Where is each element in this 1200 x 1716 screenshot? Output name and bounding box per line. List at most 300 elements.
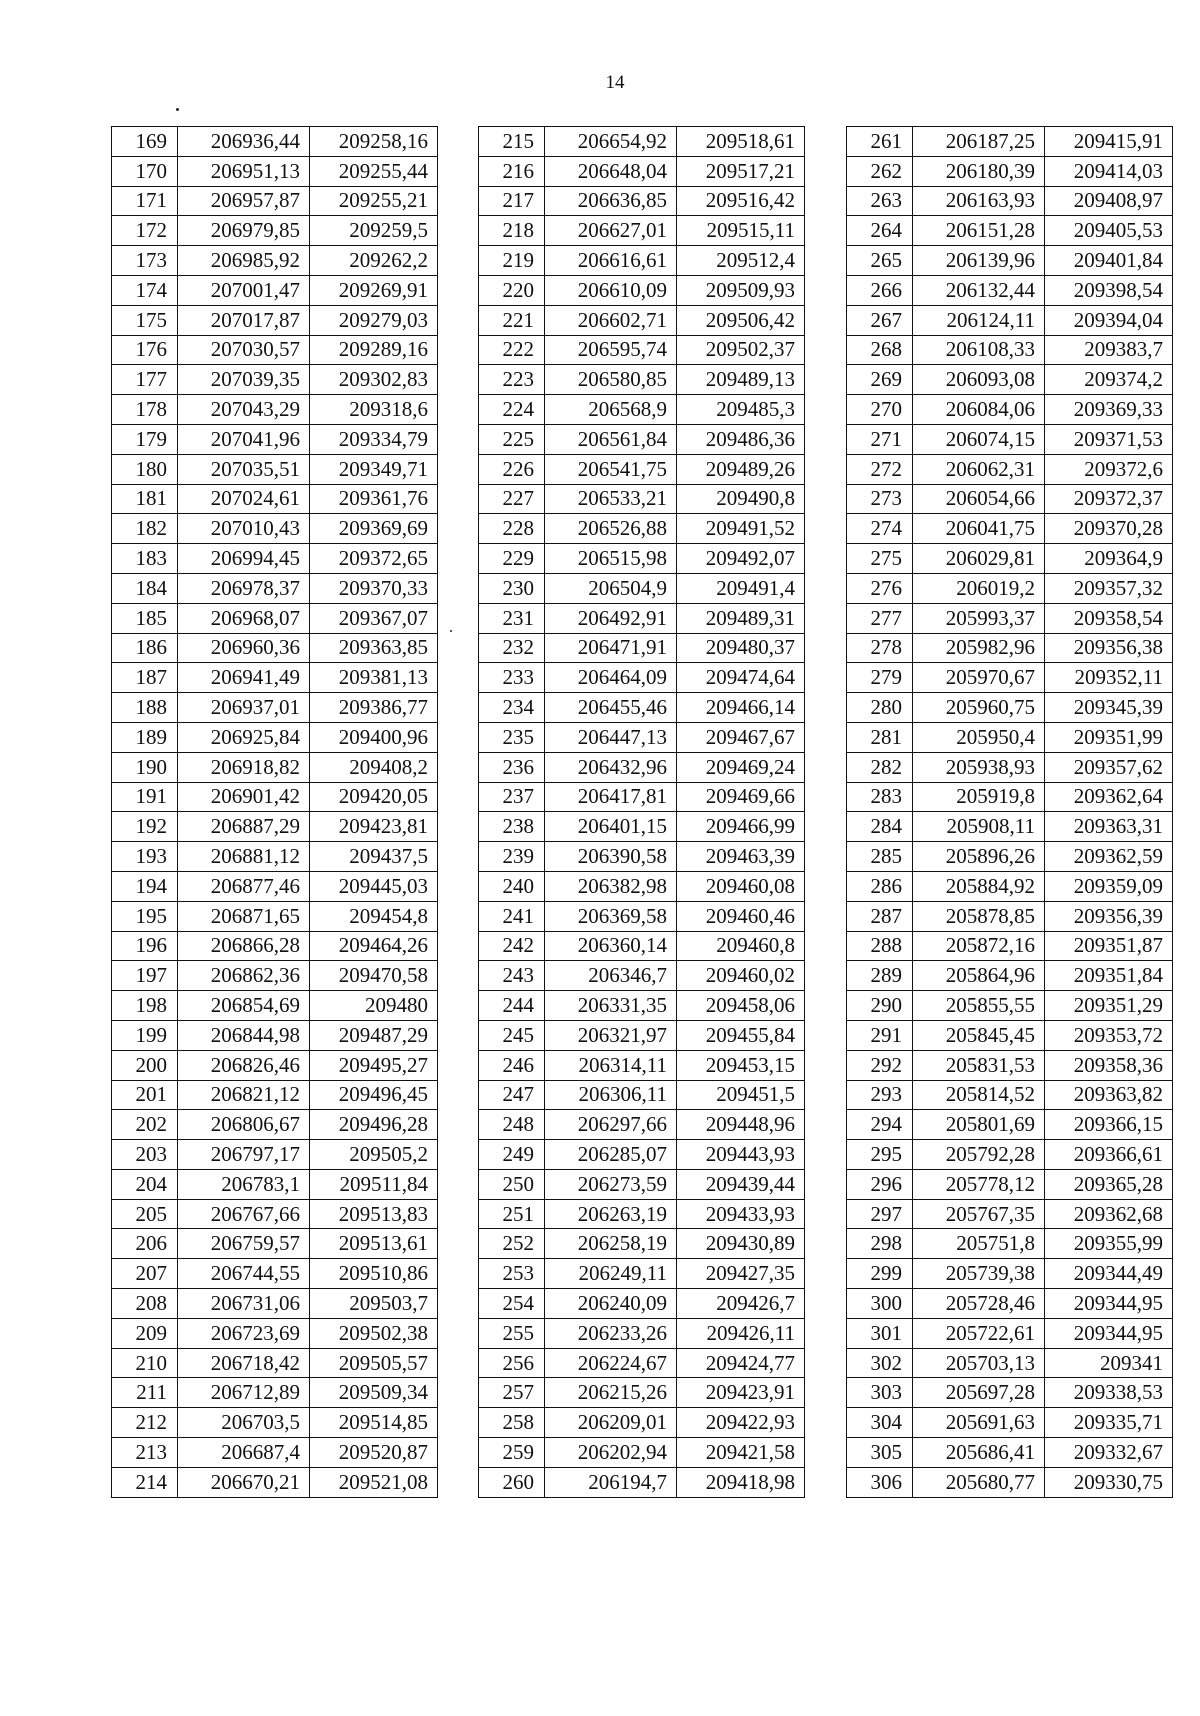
y-coordinate-cell: 209491,4 (677, 573, 805, 603)
point-number-cell: 243 (479, 961, 545, 991)
x-coordinate-cell: 206712,89 (178, 1378, 310, 1408)
point-number-cell: 219 (479, 246, 545, 276)
y-coordinate-cell: 209363,85 (310, 633, 438, 663)
table-row (847, 931, 1173, 961)
x-coordinate-cell: 206108,33 (913, 335, 1045, 365)
y-coordinate-cell: 209430,89 (677, 1229, 805, 1259)
x-coordinate-cell: 205767,35 (913, 1199, 1045, 1229)
table-row (847, 1169, 1173, 1199)
point-number-cell: 230 (479, 573, 545, 603)
point-number-cell: 250 (479, 1169, 545, 1199)
y-coordinate-cell: 209357,62 (1045, 752, 1173, 782)
y-coordinate-cell: 209502,37 (677, 335, 805, 365)
point-number-cell: 300 (847, 1289, 913, 1319)
point-number-cell: 289 (847, 961, 913, 991)
x-coordinate-cell: 206321,97 (545, 1020, 677, 1050)
table-row (112, 842, 438, 872)
table-row (479, 663, 805, 693)
point-number-cell: 282 (847, 752, 913, 782)
table-row (847, 1318, 1173, 1348)
y-coordinate-cell: 209443,93 (677, 1140, 805, 1170)
x-coordinate-cell: 206866,28 (178, 931, 310, 961)
coordinates-table-2 (478, 126, 805, 1498)
table-row (847, 216, 1173, 246)
table-row (112, 395, 438, 425)
y-coordinate-cell: 209418,98 (677, 1467, 805, 1497)
point-number-cell: 292 (847, 1050, 913, 1080)
y-coordinate-cell: 209356,39 (1045, 901, 1173, 931)
x-coordinate-cell: 206093,08 (913, 365, 1045, 395)
y-coordinate-cell: 209358,36 (1045, 1050, 1173, 1080)
point-number-cell: 274 (847, 514, 913, 544)
point-number-cell: 253 (479, 1259, 545, 1289)
point-number-cell: 288 (847, 931, 913, 961)
x-coordinate-cell: 206492,91 (545, 603, 677, 633)
table-row (479, 365, 805, 395)
x-coordinate-cell: 206826,46 (178, 1050, 310, 1080)
point-number-cell: 185 (112, 603, 178, 633)
y-coordinate-cell: 209426,7 (677, 1289, 805, 1319)
x-coordinate-cell: 206187,25 (913, 127, 1045, 157)
table-row (479, 335, 805, 365)
point-number-cell: 209 (112, 1318, 178, 1348)
table-row (112, 722, 438, 752)
x-coordinate-cell: 207010,43 (178, 514, 310, 544)
coordinates-table-3 (846, 126, 1173, 1498)
y-coordinate-cell: 209463,39 (677, 842, 805, 872)
point-number-cell: 177 (112, 365, 178, 395)
point-number-cell: 263 (847, 186, 913, 216)
y-coordinate-cell: 209422,93 (677, 1408, 805, 1438)
table-row (112, 1467, 438, 1497)
x-coordinate-cell: 206806,67 (178, 1110, 310, 1140)
y-coordinate-cell: 209454,8 (310, 901, 438, 931)
x-coordinate-cell: 206224,67 (545, 1348, 677, 1378)
x-coordinate-cell: 206306,11 (545, 1080, 677, 1110)
y-coordinate-cell: 209511,84 (310, 1169, 438, 1199)
x-coordinate-cell: 207024,61 (178, 484, 310, 514)
point-number-cell: 172 (112, 216, 178, 246)
point-number-cell: 176 (112, 335, 178, 365)
point-number-cell: 301 (847, 1318, 913, 1348)
table-row (479, 1080, 805, 1110)
y-coordinate-cell: 209426,11 (677, 1318, 805, 1348)
point-number-cell: 261 (847, 127, 913, 157)
point-number-cell: 262 (847, 156, 913, 186)
table-row (112, 335, 438, 365)
point-number-cell: 303 (847, 1378, 913, 1408)
y-coordinate-cell: 209400,96 (310, 722, 438, 752)
y-coordinate-cell: 209351,99 (1045, 722, 1173, 752)
table-row (847, 1110, 1173, 1140)
x-coordinate-cell: 206978,37 (178, 573, 310, 603)
table-row (479, 1378, 805, 1408)
y-coordinate-cell: 209512,4 (677, 246, 805, 276)
x-coordinate-cell: 206258,19 (545, 1229, 677, 1259)
x-coordinate-cell: 206844,98 (178, 1020, 310, 1050)
y-coordinate-cell: 209439,44 (677, 1169, 805, 1199)
point-number-cell: 237 (479, 782, 545, 812)
point-number-cell: 291 (847, 1020, 913, 1050)
table-row (112, 454, 438, 484)
point-number-cell: 213 (112, 1438, 178, 1468)
point-number-cell: 222 (479, 335, 545, 365)
point-number-cell: 171 (112, 186, 178, 216)
y-coordinate-cell: 209318,6 (310, 395, 438, 425)
y-coordinate-cell: 209369,33 (1045, 395, 1173, 425)
table-row (479, 1020, 805, 1050)
table-row (112, 1289, 438, 1319)
table-row (112, 1438, 438, 1468)
x-coordinate-cell: 206541,75 (545, 454, 677, 484)
y-coordinate-cell: 209513,61 (310, 1229, 438, 1259)
table-row (479, 842, 805, 872)
table-row (112, 127, 438, 157)
x-coordinate-cell: 206979,85 (178, 216, 310, 246)
y-coordinate-cell: 209362,68 (1045, 1199, 1173, 1229)
point-number-cell: 271 (847, 424, 913, 454)
y-coordinate-cell: 209423,81 (310, 812, 438, 842)
point-number-cell: 180 (112, 454, 178, 484)
x-coordinate-cell: 206960,36 (178, 633, 310, 663)
x-coordinate-cell: 207039,35 (178, 365, 310, 395)
x-coordinate-cell: 206881,12 (178, 842, 310, 872)
x-coordinate-cell: 205792,28 (913, 1140, 1045, 1170)
x-coordinate-cell: 205950,4 (913, 722, 1045, 752)
point-number-cell: 240 (479, 871, 545, 901)
x-coordinate-cell: 206515,98 (545, 544, 677, 574)
y-coordinate-cell: 209332,67 (1045, 1438, 1173, 1468)
x-coordinate-cell: 206580,85 (545, 365, 677, 395)
y-coordinate-cell: 209518,61 (677, 127, 805, 157)
y-coordinate-cell: 209510,86 (310, 1259, 438, 1289)
point-number-cell: 239 (479, 842, 545, 872)
x-coordinate-cell: 206346,7 (545, 961, 677, 991)
x-coordinate-cell: 206401,15 (545, 812, 677, 842)
point-number-cell: 258 (479, 1408, 545, 1438)
table-row (847, 514, 1173, 544)
x-coordinate-cell: 205814,52 (913, 1080, 1045, 1110)
point-number-cell: 207 (112, 1259, 178, 1289)
y-coordinate-cell: 209485,3 (677, 395, 805, 425)
point-number-cell: 223 (479, 365, 545, 395)
y-coordinate-cell: 209363,82 (1045, 1080, 1173, 1110)
table-row (847, 1289, 1173, 1319)
table-row (479, 633, 805, 663)
x-coordinate-cell: 206124,11 (913, 305, 1045, 335)
point-number-cell: 198 (112, 991, 178, 1021)
point-number-cell: 197 (112, 961, 178, 991)
point-number-cell: 203 (112, 1140, 178, 1170)
table-row (479, 1199, 805, 1229)
point-number-cell: 206 (112, 1229, 178, 1259)
point-number-cell: 169 (112, 127, 178, 157)
table-row (847, 961, 1173, 991)
point-number-cell: 287 (847, 901, 913, 931)
point-number-cell: 215 (479, 127, 545, 157)
y-coordinate-cell: 209469,24 (677, 752, 805, 782)
x-coordinate-cell: 205801,69 (913, 1110, 1045, 1140)
point-number-cell: 193 (112, 842, 178, 872)
y-coordinate-cell: 209458,06 (677, 991, 805, 1021)
x-coordinate-cell: 206936,44 (178, 127, 310, 157)
y-coordinate-cell: 209338,53 (1045, 1378, 1173, 1408)
x-coordinate-cell: 206132,44 (913, 275, 1045, 305)
x-coordinate-cell: 206062,31 (913, 454, 1045, 484)
x-coordinate-cell: 205982,96 (913, 633, 1045, 663)
x-coordinate-cell: 205938,93 (913, 752, 1045, 782)
y-coordinate-cell: 209351,29 (1045, 991, 1173, 1021)
point-number-cell: 294 (847, 1110, 913, 1140)
y-coordinate-cell: 209491,52 (677, 514, 805, 544)
x-coordinate-cell: 206941,49 (178, 663, 310, 693)
y-coordinate-cell: 209349,71 (310, 454, 438, 484)
table-row (847, 871, 1173, 901)
y-coordinate-cell: 209453,15 (677, 1050, 805, 1080)
x-coordinate-cell: 206568,9 (545, 395, 677, 425)
point-number-cell: 245 (479, 1020, 545, 1050)
x-coordinate-cell: 206533,21 (545, 484, 677, 514)
x-coordinate-cell: 206595,74 (545, 335, 677, 365)
y-coordinate-cell: 209496,28 (310, 1110, 438, 1140)
table-row (479, 305, 805, 335)
point-number-cell: 260 (479, 1467, 545, 1497)
y-coordinate-cell: 209356,38 (1045, 633, 1173, 663)
point-number-cell: 174 (112, 275, 178, 305)
point-number-cell: 293 (847, 1080, 913, 1110)
x-coordinate-cell: 206180,39 (913, 156, 1045, 186)
point-number-cell: 248 (479, 1110, 545, 1140)
table-row (112, 365, 438, 395)
x-coordinate-cell: 205831,53 (913, 1050, 1045, 1080)
y-coordinate-cell: 209363,31 (1045, 812, 1173, 842)
table-row (112, 1020, 438, 1050)
y-coordinate-cell: 209414,03 (1045, 156, 1173, 186)
point-number-cell: 170 (112, 156, 178, 186)
x-coordinate-cell: 206703,5 (178, 1408, 310, 1438)
point-number-cell: 201 (112, 1080, 178, 1110)
y-coordinate-cell: 209464,26 (310, 931, 438, 961)
table-row (479, 931, 805, 961)
table-row (112, 633, 438, 663)
table-row (112, 1348, 438, 1378)
point-number-cell: 205 (112, 1199, 178, 1229)
y-coordinate-cell: 209259,5 (310, 216, 438, 246)
point-number-cell: 173 (112, 246, 178, 276)
x-coordinate-cell: 205896,26 (913, 842, 1045, 872)
table-row (112, 1259, 438, 1289)
table-row (847, 1140, 1173, 1170)
y-coordinate-cell: 209509,93 (677, 275, 805, 305)
x-coordinate-cell: 206273,59 (545, 1169, 677, 1199)
point-number-cell: 192 (112, 812, 178, 842)
table-row (479, 812, 805, 842)
y-coordinate-cell: 209451,5 (677, 1080, 805, 1110)
y-coordinate-cell: 209357,32 (1045, 573, 1173, 603)
y-coordinate-cell: 209367,07 (310, 603, 438, 633)
y-coordinate-cell: 209383,7 (1045, 335, 1173, 365)
y-coordinate-cell: 209460,02 (677, 961, 805, 991)
x-coordinate-cell: 206447,13 (545, 722, 677, 752)
point-number-cell: 277 (847, 603, 913, 633)
x-coordinate-cell: 206360,14 (545, 931, 677, 961)
table-row (479, 1140, 805, 1170)
table-row (479, 127, 805, 157)
table-row (479, 1318, 805, 1348)
table-row (479, 484, 805, 514)
y-coordinate-cell: 209351,87 (1045, 931, 1173, 961)
point-number-cell: 272 (847, 454, 913, 484)
table-row (112, 871, 438, 901)
table-row (847, 275, 1173, 305)
table-row (479, 1050, 805, 1080)
table-row (479, 1438, 805, 1468)
y-coordinate-cell: 209521,08 (310, 1467, 438, 1497)
y-coordinate-cell: 209427,35 (677, 1259, 805, 1289)
point-number-cell: 302 (847, 1348, 913, 1378)
table-row (479, 1169, 805, 1199)
point-number-cell: 255 (479, 1318, 545, 1348)
x-coordinate-cell: 206369,58 (545, 901, 677, 931)
point-number-cell: 191 (112, 782, 178, 812)
x-coordinate-cell: 206139,96 (913, 246, 1045, 276)
x-coordinate-cell: 206417,81 (545, 782, 677, 812)
point-number-cell: 208 (112, 1289, 178, 1319)
x-coordinate-cell: 206951,13 (178, 156, 310, 186)
point-number-cell: 178 (112, 395, 178, 425)
table-row (112, 1199, 438, 1229)
x-coordinate-cell: 206797,17 (178, 1140, 310, 1170)
point-number-cell: 226 (479, 454, 545, 484)
x-coordinate-cell: 206561,84 (545, 424, 677, 454)
point-number-cell: 179 (112, 424, 178, 454)
x-coordinate-cell: 206209,01 (545, 1408, 677, 1438)
table-row (112, 663, 438, 693)
y-coordinate-cell: 209503,7 (310, 1289, 438, 1319)
x-coordinate-cell: 206918,82 (178, 752, 310, 782)
x-coordinate-cell: 206471,91 (545, 633, 677, 663)
y-coordinate-cell: 209371,53 (1045, 424, 1173, 454)
point-number-cell: 204 (112, 1169, 178, 1199)
x-coordinate-cell: 205686,41 (913, 1438, 1045, 1468)
y-coordinate-cell: 209460,08 (677, 871, 805, 901)
x-coordinate-cell: 206718,42 (178, 1348, 310, 1378)
y-coordinate-cell: 209424,77 (677, 1348, 805, 1378)
table-row (479, 782, 805, 812)
table-row (112, 991, 438, 1021)
table-row (847, 305, 1173, 335)
x-coordinate-cell: 206616,61 (545, 246, 677, 276)
point-number-cell: 183 (112, 544, 178, 574)
table-row (847, 484, 1173, 514)
x-coordinate-cell: 206215,26 (545, 1378, 677, 1408)
table-row (847, 1348, 1173, 1378)
point-number-cell: 200 (112, 1050, 178, 1080)
y-coordinate-cell: 209466,14 (677, 693, 805, 723)
point-number-cell: 256 (479, 1348, 545, 1378)
y-coordinate-cell: 209505,57 (310, 1348, 438, 1378)
y-coordinate-cell: 209394,04 (1045, 305, 1173, 335)
y-coordinate-cell: 209289,16 (310, 335, 438, 365)
x-coordinate-cell: 206074,15 (913, 424, 1045, 454)
point-number-cell: 304 (847, 1408, 913, 1438)
table-row (112, 544, 438, 574)
x-coordinate-cell: 207001,47 (178, 275, 310, 305)
x-coordinate-cell: 206744,55 (178, 1259, 310, 1289)
x-coordinate-cell: 206151,28 (913, 216, 1045, 246)
x-coordinate-cell: 206877,46 (178, 871, 310, 901)
y-coordinate-cell: 209344,49 (1045, 1259, 1173, 1289)
y-coordinate-cell: 209460,46 (677, 901, 805, 931)
x-coordinate-cell: 206602,71 (545, 305, 677, 335)
point-number-cell: 202 (112, 1110, 178, 1140)
x-coordinate-cell: 206297,66 (545, 1110, 677, 1140)
x-coordinate-cell: 206526,88 (545, 514, 677, 544)
x-coordinate-cell: 206968,07 (178, 603, 310, 633)
point-number-cell: 216 (479, 156, 545, 186)
x-coordinate-cell: 206464,09 (545, 663, 677, 693)
y-coordinate-cell: 209355,99 (1045, 1229, 1173, 1259)
x-coordinate-cell: 206670,21 (178, 1467, 310, 1497)
point-number-cell: 238 (479, 812, 545, 842)
y-coordinate-cell: 209433,93 (677, 1199, 805, 1229)
table-row (847, 335, 1173, 365)
y-coordinate-cell: 209515,11 (677, 216, 805, 246)
point-number-cell: 285 (847, 842, 913, 872)
table-row (847, 156, 1173, 186)
point-number-cell: 247 (479, 1080, 545, 1110)
page-number: 14 (605, 72, 625, 93)
point-number-cell: 276 (847, 573, 913, 603)
table-row (847, 633, 1173, 663)
y-coordinate-cell: 209364,9 (1045, 544, 1173, 574)
point-number-cell: 266 (847, 275, 913, 305)
table-row (479, 1229, 805, 1259)
table-row (847, 1080, 1173, 1110)
table-row (479, 544, 805, 574)
table-row (112, 752, 438, 782)
x-coordinate-cell: 206901,42 (178, 782, 310, 812)
point-number-cell: 212 (112, 1408, 178, 1438)
table-row (847, 722, 1173, 752)
x-coordinate-cell: 206783,1 (178, 1169, 310, 1199)
y-coordinate-cell: 209489,13 (677, 365, 805, 395)
x-coordinate-cell: 206233,26 (545, 1318, 677, 1348)
table-row (847, 454, 1173, 484)
x-coordinate-cell: 206163,93 (913, 186, 1045, 216)
y-coordinate-cell: 209372,65 (310, 544, 438, 574)
table-row (479, 156, 805, 186)
y-coordinate-cell: 209469,66 (677, 782, 805, 812)
y-coordinate-cell: 209480 (310, 991, 438, 1021)
y-coordinate-cell: 209344,95 (1045, 1289, 1173, 1319)
x-coordinate-cell: 205739,38 (913, 1259, 1045, 1289)
y-coordinate-cell: 209506,42 (677, 305, 805, 335)
y-coordinate-cell: 209492,07 (677, 544, 805, 574)
table-row (847, 424, 1173, 454)
point-number-cell: 184 (112, 573, 178, 603)
x-coordinate-cell: 206723,69 (178, 1318, 310, 1348)
y-coordinate-cell: 209366,15 (1045, 1110, 1173, 1140)
point-number-cell: 236 (479, 752, 545, 782)
y-coordinate-cell: 209423,91 (677, 1378, 805, 1408)
y-coordinate-cell: 209351,84 (1045, 961, 1173, 991)
x-coordinate-cell: 205703,13 (913, 1348, 1045, 1378)
point-number-cell: 231 (479, 603, 545, 633)
x-coordinate-cell: 205697,28 (913, 1378, 1045, 1408)
table-row (112, 961, 438, 991)
table-row (847, 991, 1173, 1021)
